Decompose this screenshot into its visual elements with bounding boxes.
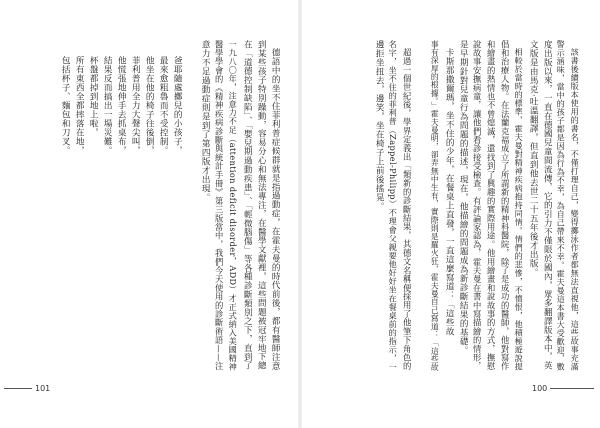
body-line: 在「道德控制缺陷」、「嬰兒期過動疾患」、「輕微腦傷」等各種診斷類別之下，直到了 xyxy=(242,40,253,371)
body-line: 超過一個世紀後，學界定義出「類新的診斷結果，其德文名稱便採用了他筆下角色的 xyxy=(402,48,413,371)
body-line: 一九八〇年，注意力不足（attention deficit disorder，ADD）才正式納入美國精神 xyxy=(228,40,239,372)
body-line: 醫學學會的《精神疾病診斷與統計手冊》第三版當中，我們今天使用的診斷術語——注 xyxy=(214,40,225,371)
poem-line: 最來愈粗魯而不受控制。 xyxy=(158,56,169,155)
body-line: 邊拒坐扭去，邊笑，坐在椅子上前後搖晃。 xyxy=(374,40,385,211)
body-line: 德語中的坐不住菲利普症候群就是指過動症，在霍夫曼的時代前後，都有醫師注意 xyxy=(270,48,281,371)
page-number: 101 xyxy=(35,383,51,393)
page-number: 100 xyxy=(532,383,548,393)
body-line: 名字，坐不住的菲利普（Zappel-Philipp）不理會父親要他好好坐在餐桌前的指示，一 xyxy=(388,40,399,372)
right-page xyxy=(300,0,600,428)
body-line: 意力不足過動症則是到了第四版才出現。 xyxy=(200,40,211,202)
folio-rule xyxy=(4,388,32,389)
body-line: 和繪畫的熱情也不曾熄滅，還找到了興趣的實際用途。他用繪畫和說故事的方式，撫慰 xyxy=(486,40,497,371)
poem-line: 結果反而搞出一場災難。 xyxy=(102,56,113,155)
body-line: 文版是由馬克‧吐溫翻譯，但直到他去世二十五年後才出版。 xyxy=(528,40,539,278)
poem-line: 杯盤都掉到地上啦， xyxy=(88,56,99,137)
body-line: 倡和治療人物。在法蘭克福成立了所謂新的精神科醫院，除了是成功的醫師，他對寫作 xyxy=(500,40,511,371)
body-line: 該書後續版本使用的書名，不僅打理自己，變得擲泳作者都無法直視他，這些故事充滿 xyxy=(570,48,581,371)
poem-line: 他慌張地伸手去抓桌布， xyxy=(116,56,127,155)
body-line: 說故事安撫病童，讓他們看診接受檢查。有評論家認為，霍夫曼在書中寫描繪的情形， xyxy=(472,40,483,371)
poem-line: 所有東西全都摔落在地， xyxy=(74,56,85,155)
body-line: 警示涵味，當中的孩子都是因為行為不幸，為自己帶來不幸。霍夫曼這本書大受歡迎，數 xyxy=(556,40,567,372)
body-line: 到某些孩子特別躁動，容易分心和無法專注，在醫學文獻裡，這些問題被冠牢地下總 xyxy=(256,40,267,371)
poem-line: 爸耶隨處擲兒的小孩子， xyxy=(172,56,183,155)
body-line: 事有深厚的根據。」霍夫曼明，卻弄無中生有，實際則是羅火狂，霍夫曼自己寫道：「這些故 xyxy=(430,40,440,372)
poem-line: 他坐在他的椅子往後倒， xyxy=(144,56,155,155)
body-line: 相較於當時的標準，霍夫曼對精神疾病抱持同情。情們的悲慘，不憤恨，他積極遊說提 xyxy=(514,48,525,371)
page-number-right xyxy=(532,382,594,394)
body-line: 度出版以來，一直在德國兒童間流傳，它的引力不僅限於國內，眾多翻譯版本中，英 xyxy=(542,40,553,371)
page-number-left xyxy=(4,382,50,394)
poem-line: 菲利普用全力大聲尖叫， xyxy=(130,56,141,155)
poem-line: 包括杯子、麵包和刀叉。 xyxy=(60,56,71,155)
body-line: 卡斯那撒爾瑪，坐不住的少年，在餐桌上直發，一直這麼寫道：「這些故 xyxy=(444,48,455,336)
body-line: 是早期針對兒童行為問題的描述，現在，他描繪的問題成為新診斷結果的基礎。 xyxy=(458,40,469,355)
folio-rule xyxy=(550,388,594,389)
